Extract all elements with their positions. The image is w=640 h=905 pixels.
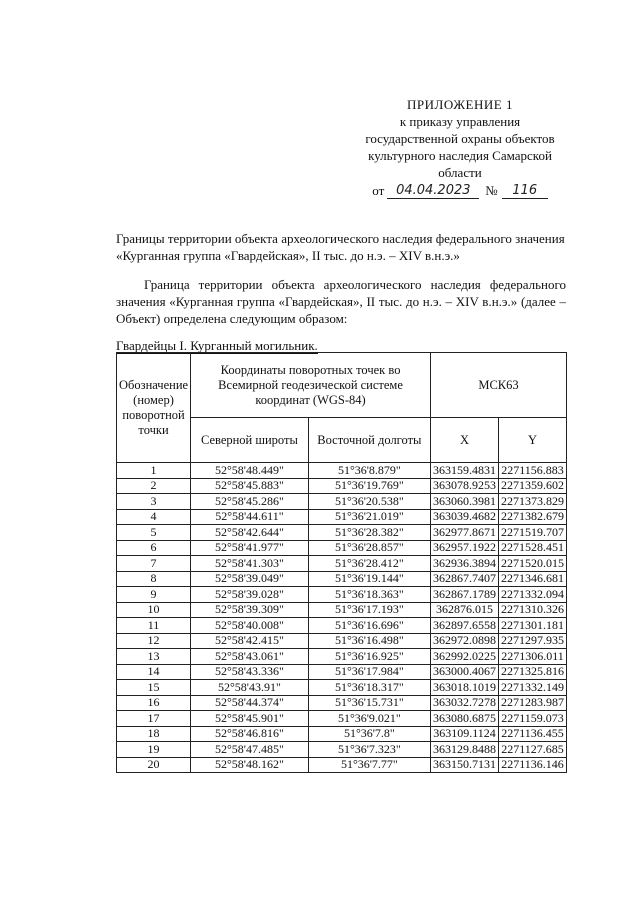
- point-number: 16: [117, 695, 191, 711]
- point-number: 5: [117, 525, 191, 541]
- header-designation: Обозначение (номер) поворотной точки: [117, 353, 191, 463]
- msk-y: 2271332.094: [498, 587, 566, 603]
- table-row: [117, 680, 567, 696]
- table-row: [117, 726, 567, 742]
- east-longitude: 51°36'8.879": [308, 463, 430, 479]
- msk-x: 363039.4682: [430, 509, 498, 525]
- north-latitude: 52°58'40.008": [191, 618, 309, 634]
- table-row: [117, 587, 567, 603]
- msk-x: 362977.8671: [430, 525, 498, 541]
- north-latitude: 52°58'45.286": [191, 494, 309, 510]
- document-heading: Границы территории объекта археологического наследия федерального значения «Курганная группа «Гвардейская», II тыс. до н.э. – XIV в.н.э.»: [116, 231, 565, 263]
- msk-x: 362876.015: [430, 602, 498, 618]
- point-number: 10: [117, 602, 191, 618]
- north-latitude: 52°58'43.91": [191, 680, 309, 696]
- msk-y: 2271359.602: [498, 478, 566, 494]
- intro-paragraph: [116, 276, 566, 327]
- msk-x: 362867.1789: [430, 587, 498, 603]
- msk-x: 363078.9253: [430, 478, 498, 494]
- table-row: [117, 711, 567, 727]
- msk-y: 2271297.935: [498, 633, 566, 649]
- point-number: 19: [117, 742, 191, 758]
- point-number: 12: [117, 633, 191, 649]
- east-longitude: 51°36'19.144": [308, 571, 430, 587]
- order-date: 04.04.2023: [387, 183, 479, 199]
- table-row: [117, 571, 567, 587]
- north-latitude: 52°58'45.883": [191, 478, 309, 494]
- east-longitude: 51°36'15.731": [308, 695, 430, 711]
- north-latitude: 52°58'44.374": [191, 695, 309, 711]
- north-latitude: 52°58'48.449": [191, 463, 309, 479]
- coordinates-table: [116, 352, 567, 773]
- msk-x: 362867.7407: [430, 571, 498, 587]
- table-row: [117, 649, 567, 665]
- table-row: [117, 633, 567, 649]
- msk-x: 363129.8488: [430, 742, 498, 758]
- msk-y: 2271382.679: [498, 509, 566, 525]
- msk-x: 362936.3894: [430, 556, 498, 572]
- msk-y: 2271373.829: [498, 494, 566, 510]
- table-row: [117, 618, 567, 634]
- point-number: 11: [117, 618, 191, 634]
- east-longitude: 51°36'20.538": [308, 494, 430, 510]
- point-number: 13: [117, 649, 191, 665]
- msk-y: 2271159.073: [498, 711, 566, 727]
- table-row: [117, 556, 567, 572]
- table-row: [117, 664, 567, 680]
- msk-y: 2271283.987: [498, 695, 566, 711]
- east-longitude: 51°36'17.984": [308, 664, 430, 680]
- msk-y: 2271519.707: [498, 525, 566, 541]
- msk-x: 363150.7131: [430, 757, 498, 773]
- header-wgs84: Координаты поворотных точек во Всемирной геодезической системе координат (WGS-84): [191, 353, 431, 418]
- east-longitude: 51°36'21.019": [308, 509, 430, 525]
- msk-y: 2271310.326: [498, 602, 566, 618]
- north-latitude: 52°58'48.162": [191, 757, 309, 773]
- east-longitude: 51°36'7.323": [308, 742, 430, 758]
- date-prefix: от: [372, 183, 385, 198]
- table-row: [117, 695, 567, 711]
- msk-y: 2271136.146: [498, 757, 566, 773]
- point-number: 14: [117, 664, 191, 680]
- msk-x: 363060.3981: [430, 494, 498, 510]
- east-longitude: 51°36'28.857": [308, 540, 430, 556]
- order-number: 116: [502, 183, 548, 199]
- appendix-line: области: [438, 165, 482, 180]
- appendix-line: государственной охраны объектов: [365, 131, 555, 146]
- east-longitude: 51°36'16.925": [308, 649, 430, 665]
- table-row: [117, 494, 567, 510]
- east-longitude: 51°36'17.193": [308, 602, 430, 618]
- north-latitude: 52°58'41.977": [191, 540, 309, 556]
- point-number: 2: [117, 478, 191, 494]
- table-row: [117, 509, 567, 525]
- msk-x: 363159.4831: [430, 463, 498, 479]
- table-row: [117, 478, 567, 494]
- east-longitude: 51°36'16.696": [308, 618, 430, 634]
- header-north: Северной широты: [191, 418, 309, 463]
- msk-x: 363080.6875: [430, 711, 498, 727]
- east-longitude: 51°36'28.382": [308, 525, 430, 541]
- point-number: 6: [117, 540, 191, 556]
- east-longitude: 51°36'7.8": [308, 726, 430, 742]
- table-row: [117, 525, 567, 541]
- msk-y: 2271136.455: [498, 726, 566, 742]
- north-latitude: 52°58'47.485": [191, 742, 309, 758]
- msk-x: 362992.0225: [430, 649, 498, 665]
- east-longitude: 51°36'9.021": [308, 711, 430, 727]
- east-longitude: 51°36'28.412": [308, 556, 430, 572]
- msk-y: 2271306.011: [498, 649, 566, 665]
- msk-y: 2271301.181: [498, 618, 566, 634]
- msk-x: 363109.1124: [430, 726, 498, 742]
- header-y: Y: [498, 418, 566, 463]
- north-latitude: 52°58'45.901": [191, 711, 309, 727]
- point-number: 9: [117, 587, 191, 603]
- msk-y: 2271520.015: [498, 556, 566, 572]
- north-latitude: 52°58'39.049": [191, 571, 309, 587]
- north-latitude: 52°58'42.644": [191, 525, 309, 541]
- north-latitude: 52°58'44.611": [191, 509, 309, 525]
- msk-x: 363000.4067: [430, 664, 498, 680]
- point-number: 4: [117, 509, 191, 525]
- msk-y: 2271127.685: [498, 742, 566, 758]
- east-longitude: 51°36'19.769": [308, 478, 430, 494]
- appendix-title: ПРИЛОЖЕНИЕ 1: [407, 97, 513, 112]
- north-latitude: 52°58'43.336": [191, 664, 309, 680]
- north-latitude: 52°58'46.816": [191, 726, 309, 742]
- section-title: Гвардейцы I. Курганный могильник.: [116, 338, 318, 353]
- north-latitude: 52°58'42.415": [191, 633, 309, 649]
- order-date-line: [340, 182, 580, 199]
- header-msk63: МСК63: [430, 353, 566, 418]
- point-number: 7: [117, 556, 191, 572]
- intro-text: Граница территории объекта археологического наследия федерального значения «Курганная группа «Гвардейская», II тыс. до н.э. – XIV в.н.э.» (далее – Объект) определена следующим образом:: [116, 277, 566, 326]
- msk-y: 2271325.816: [498, 664, 566, 680]
- msk-x: 363032.7278: [430, 695, 498, 711]
- header-east: Восточной долготы: [308, 418, 430, 463]
- appendix-line: к приказу управления: [399, 114, 521, 129]
- point-number: 18: [117, 726, 191, 742]
- east-longitude: 51°36'16.498": [308, 633, 430, 649]
- table-row: [117, 540, 567, 556]
- table-row: [117, 463, 567, 479]
- msk-y: 2271528.451: [498, 540, 566, 556]
- north-latitude: 52°58'39.028": [191, 587, 309, 603]
- header-x: X: [430, 418, 498, 463]
- msk-x: 362957.1922: [430, 540, 498, 556]
- msk-y: 2271346.681: [498, 571, 566, 587]
- msk-x: 363018.1019: [430, 680, 498, 696]
- point-number: 8: [117, 571, 191, 587]
- table-row: [117, 742, 567, 758]
- table-row: [117, 602, 567, 618]
- table-row: [117, 757, 567, 773]
- msk-x: 362972.0898: [430, 633, 498, 649]
- appendix-block: [340, 96, 580, 199]
- east-longitude: 51°36'18.363": [308, 587, 430, 603]
- number-prefix: №: [485, 183, 498, 198]
- point-number: 20: [117, 757, 191, 773]
- point-number: 17: [117, 711, 191, 727]
- point-number: 3: [117, 494, 191, 510]
- appendix-line: культурного наследия Самарской: [368, 148, 552, 163]
- north-latitude: 52°58'43.061": [191, 649, 309, 665]
- north-latitude: 52°58'39.309": [191, 602, 309, 618]
- north-latitude: 52°58'41.303": [191, 556, 309, 572]
- msk-x: 362897.6558: [430, 618, 498, 634]
- msk-y: 2271332.149: [498, 680, 566, 696]
- point-number: 15: [117, 680, 191, 696]
- east-longitude: 51°36'7.77": [308, 757, 430, 773]
- point-number: 1: [117, 463, 191, 479]
- east-longitude: 51°36'18.317": [308, 680, 430, 696]
- msk-y: 2271156.883: [498, 463, 566, 479]
